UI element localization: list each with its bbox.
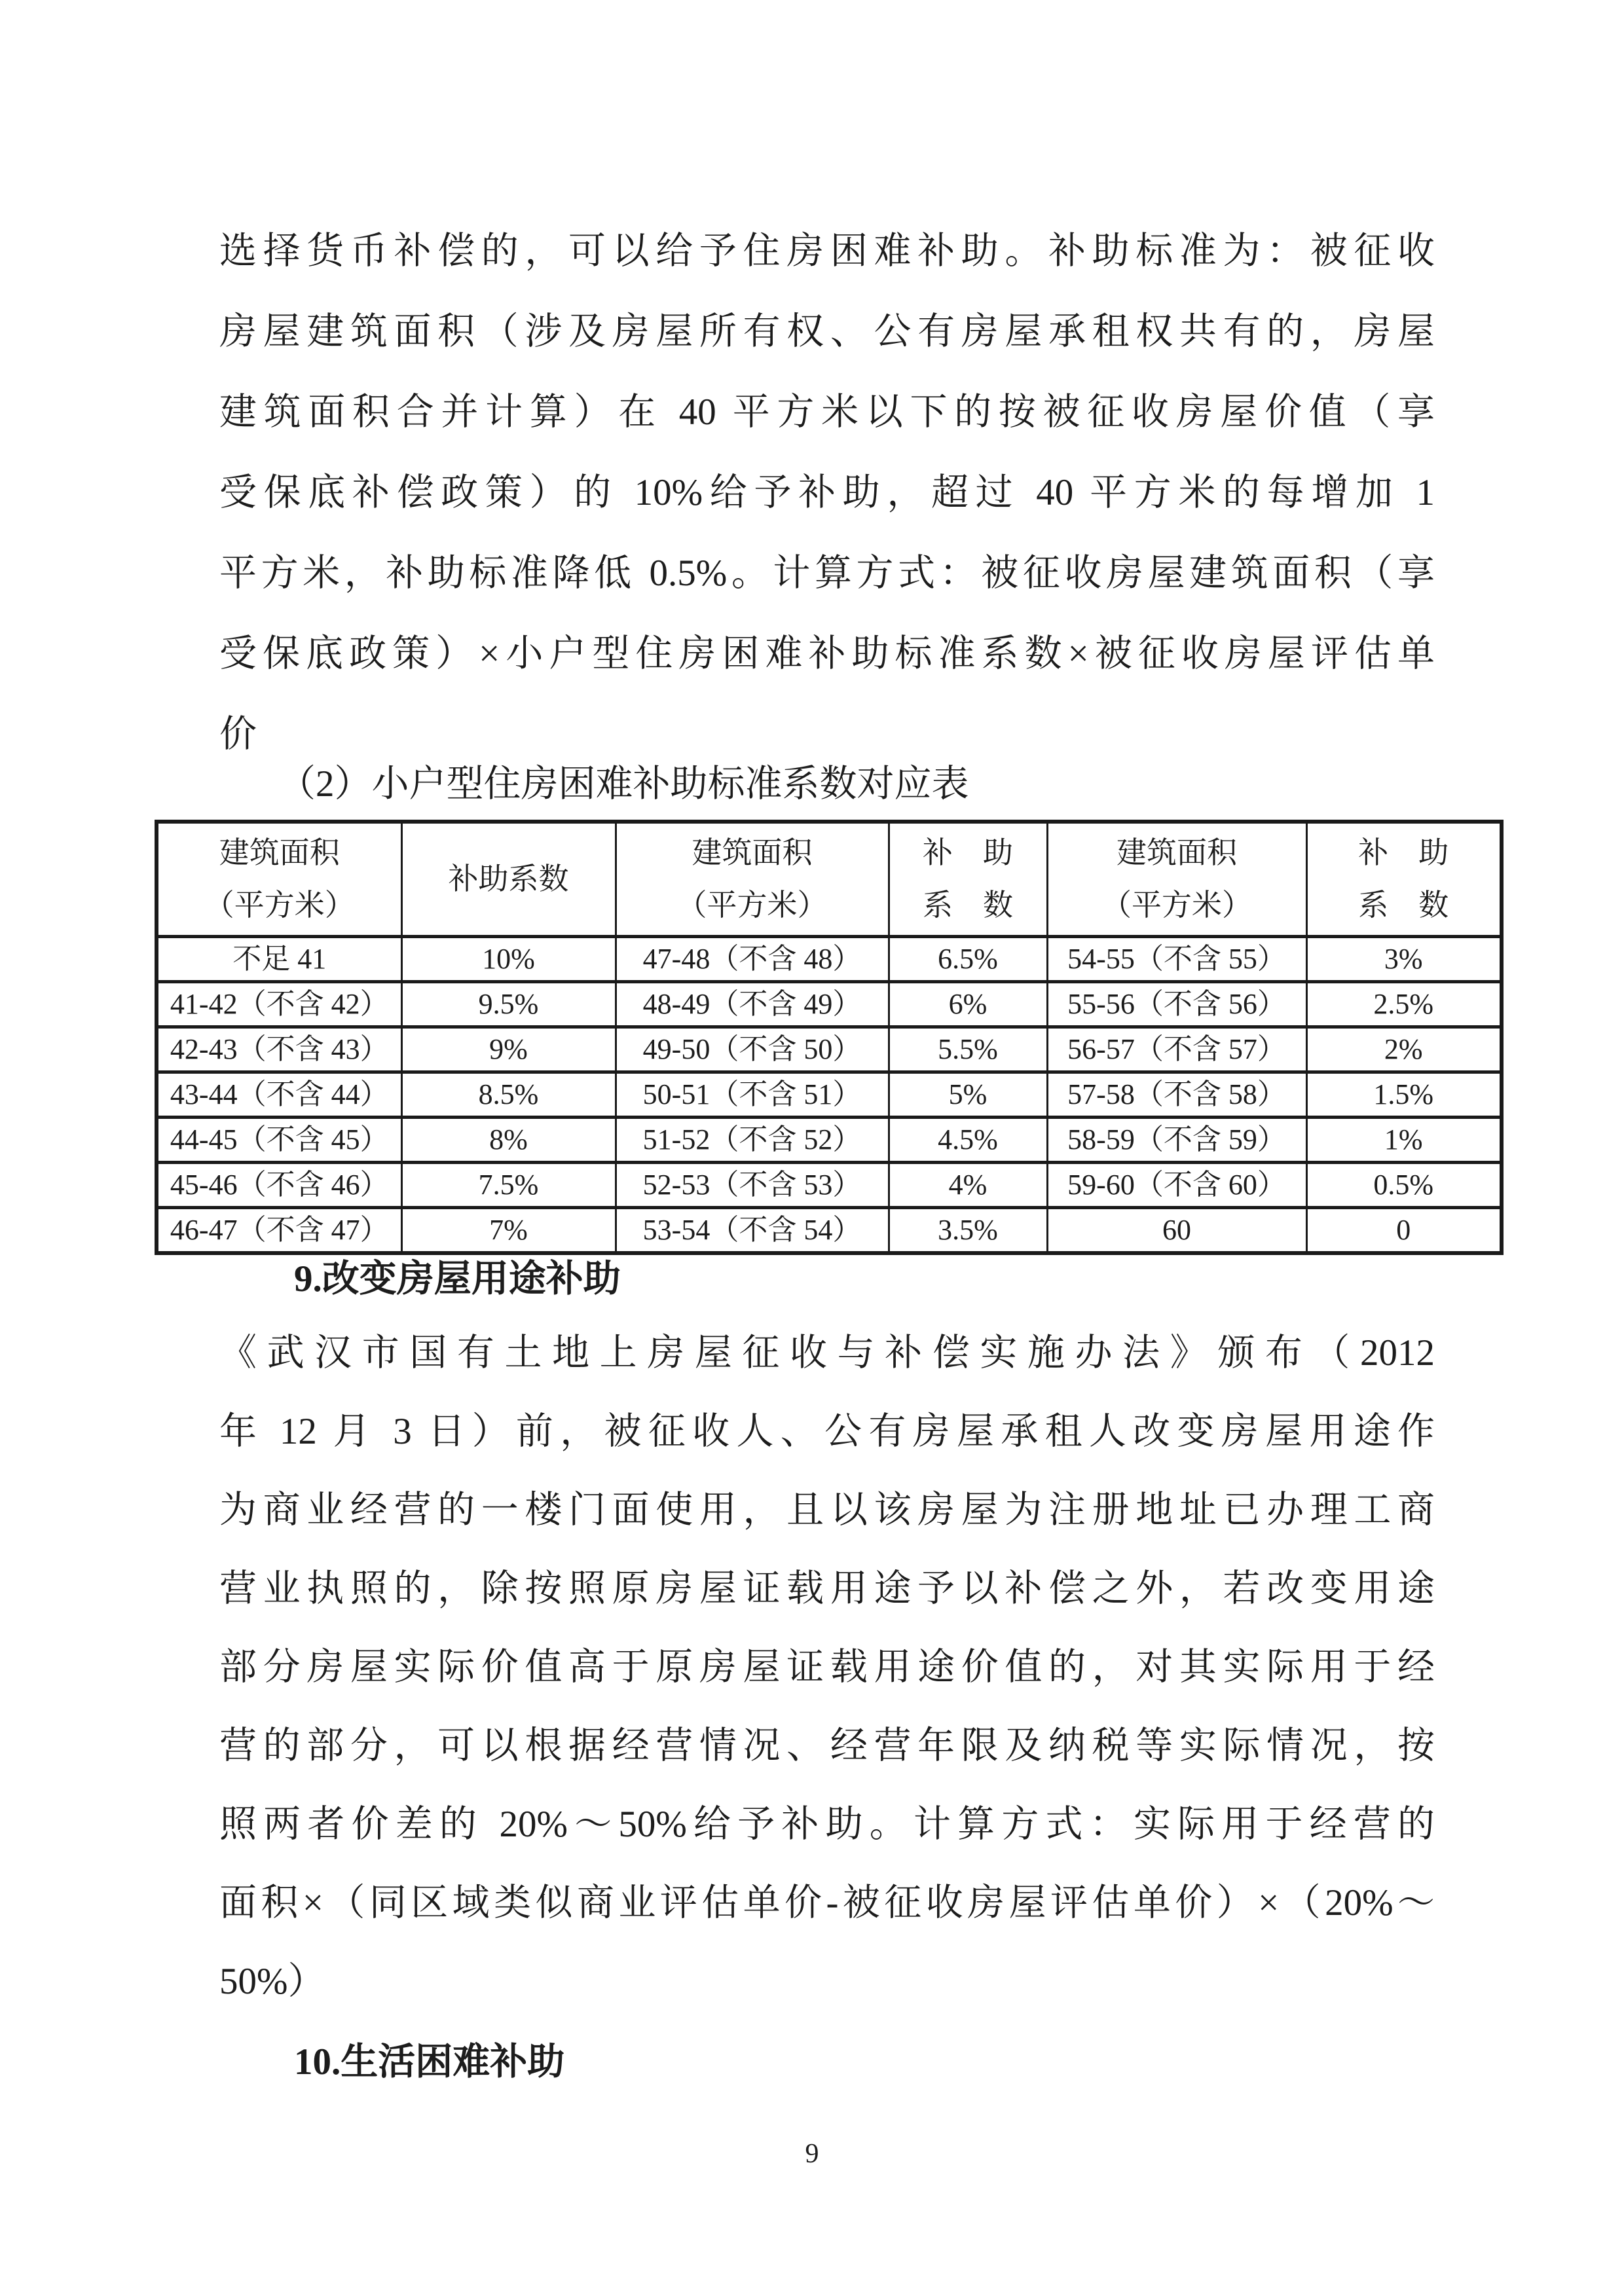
- table-header-cell-line: 建筑面积: [692, 836, 813, 869]
- table-header-cell-line: 建筑面积: [219, 836, 340, 869]
- table-cell: 41-42（不含 42）: [157, 982, 401, 1027]
- table-cell: 59-60（不含 60）: [1047, 1163, 1306, 1208]
- text-line: 年 12 月 3 日）前，被征收人、公有房屋承租人改变房屋用途作: [219, 1411, 1435, 1452]
- subsidy-coefficient-table: [155, 820, 1504, 1255]
- table-header-cell-line: （平方米）: [1101, 888, 1252, 922]
- text-line: 受保底补偿政策）的 10%给予补助，超过 40 平方米的每增加 1: [219, 472, 1435, 513]
- table-cell: 2%: [1306, 1027, 1502, 1072]
- table-cell: 5.5%: [889, 1027, 1047, 1072]
- text-line: 选择货币补偿的，可以给予住房困难补助。补助标准为：被征收: [219, 230, 1435, 272]
- table-cell: 46-47（不含 47）: [157, 1208, 401, 1254]
- table-cell: 56-57（不含 57）: [1047, 1027, 1306, 1072]
- table-header-cell-line: 补助系数: [448, 862, 569, 896]
- table-row: [157, 1163, 1502, 1208]
- table-cell: 45-46（不含 46）: [157, 1163, 401, 1208]
- section-10-heading: 10.生活困难补助: [294, 2041, 565, 2083]
- section-9-paragraph: [219, 1314, 1435, 2021]
- text-line: 部分房屋实际价值高于原房屋证载用途价值的，对其实际用于经: [219, 1647, 1435, 1688]
- table-cell: 7%: [401, 1208, 616, 1254]
- table-cell: 2.5%: [1306, 982, 1502, 1027]
- table-cell: 57-58（不含 58）: [1047, 1072, 1306, 1118]
- table-cell: 9%: [401, 1027, 616, 1072]
- table-cell: 1.5%: [1306, 1072, 1502, 1118]
- table-row: [157, 1208, 1502, 1254]
- table-cell: 0: [1306, 1208, 1502, 1254]
- table-row: [157, 982, 1502, 1027]
- table-header-row: [157, 822, 1502, 937]
- text-line: 为商业经营的一楼门面使用，且以该房屋为注册地址已办理工商: [219, 1489, 1435, 1531]
- table-cell: 8.5%: [401, 1072, 616, 1118]
- table-body: [157, 937, 1502, 1254]
- table-header-cell-line: 补 助: [1358, 836, 1449, 869]
- table-cell: 54-55（不含 55）: [1047, 937, 1306, 982]
- table-cell: 5%: [889, 1072, 1047, 1118]
- table-header-cell: [1306, 822, 1502, 937]
- text-line: 营业执照的，除按照原房屋证载用途予以补偿之外，若改变用途: [219, 1568, 1435, 1609]
- table-cell: 55-56（不含 56）: [1047, 982, 1306, 1027]
- table-cell: 6%: [889, 982, 1047, 1027]
- table-row: [157, 1027, 1502, 1072]
- table-cell: 1%: [1306, 1118, 1502, 1163]
- text-line: 照两者价差的 20%～50%给予补助。计算方式：实际用于经营的: [219, 1804, 1435, 1845]
- table-cell: 不足 41: [157, 937, 401, 982]
- table-cell: 47-48（不含 48）: [616, 937, 889, 982]
- table-header-cell: [616, 822, 889, 937]
- table-header-cell: [157, 822, 401, 937]
- table-cell: 60: [1047, 1208, 1306, 1254]
- table-cell: 10%: [401, 937, 616, 982]
- table-cell: 6.5%: [889, 937, 1047, 982]
- table-cell: 9.5%: [401, 982, 616, 1027]
- table-cell: 3%: [1306, 937, 1502, 982]
- table-cell: 42-43（不含 43）: [157, 1027, 401, 1072]
- text-line: 面积×（同区域类似商业评估单价-被征收房屋评估单价）×（20%～: [219, 1882, 1435, 1923]
- table-header-cell-line: （平方米）: [676, 888, 828, 922]
- table-header-cell-line: 系 数: [923, 888, 1013, 922]
- table-cell: 3.5%: [889, 1208, 1047, 1254]
- table-cell: 49-50（不含 50）: [616, 1027, 889, 1072]
- table-header-cell-line: 建筑面积: [1116, 836, 1237, 869]
- table-header-cell: [889, 822, 1047, 937]
- table-cell: 4.5%: [889, 1118, 1047, 1163]
- table-caption: （2）小户型住房困难补助标准系数对应表: [278, 763, 969, 805]
- table-header: [157, 822, 1502, 937]
- text-line: 建筑面积合并计算）在 40 平方米以下的按被征收房屋价值（享: [219, 392, 1435, 433]
- text-line: 受保底政策）×小户型住房困难补助标准系数×被征收房屋评估单: [219, 633, 1435, 674]
- table-cell: 53-54（不含 54）: [616, 1208, 889, 1254]
- text-line: 价: [219, 714, 257, 755]
- table-cell: 8%: [401, 1118, 616, 1163]
- text-line: 平方米，补助标准降低 0.5%。计算方式：被征收房屋建筑面积（享: [219, 553, 1435, 594]
- page-number: 9: [805, 2139, 819, 2169]
- table-cell: 44-45（不含 45）: [157, 1118, 401, 1163]
- text-line: 50%）: [219, 1961, 325, 2002]
- table-cell: 0.5%: [1306, 1163, 1502, 1208]
- intro-paragraph: [219, 211, 1435, 774]
- table-cell: 52-53（不含 53）: [616, 1163, 889, 1208]
- table-row: [157, 937, 1502, 982]
- text-line: 营的部分，可以根据经营情况、经营年限及纳税等实际情况，按: [219, 1725, 1435, 1766]
- table-cell: 4%: [889, 1163, 1047, 1208]
- table-header-cell: [401, 822, 616, 937]
- table-cell: 58-59（不含 59）: [1047, 1118, 1306, 1163]
- table-cell: 7.5%: [401, 1163, 616, 1208]
- text-line: 房屋建筑面积（涉及房屋所有权、公有房屋承租权共有的，房屋: [219, 311, 1435, 352]
- table-cell: 51-52（不含 52）: [616, 1118, 889, 1163]
- section-9-heading: 9.改变房屋用途补助: [294, 1258, 621, 1300]
- table-header-cell: [1047, 822, 1306, 937]
- table-cell: 48-49（不含 49）: [616, 982, 889, 1027]
- text-line: 《武汉市国有土地上房屋征收与补偿实施办法》颁布（2012: [219, 1332, 1435, 1374]
- table-header-cell-line: 补 助: [923, 836, 1013, 869]
- table-header-cell-line: 系 数: [1358, 888, 1449, 922]
- table-cell: 43-44（不含 44）: [157, 1072, 401, 1118]
- table-header-cell-line: （平方米）: [204, 888, 355, 922]
- table-cell: 50-51（不含 51）: [616, 1072, 889, 1118]
- table-row: [157, 1072, 1502, 1118]
- table-row: [157, 1118, 1502, 1163]
